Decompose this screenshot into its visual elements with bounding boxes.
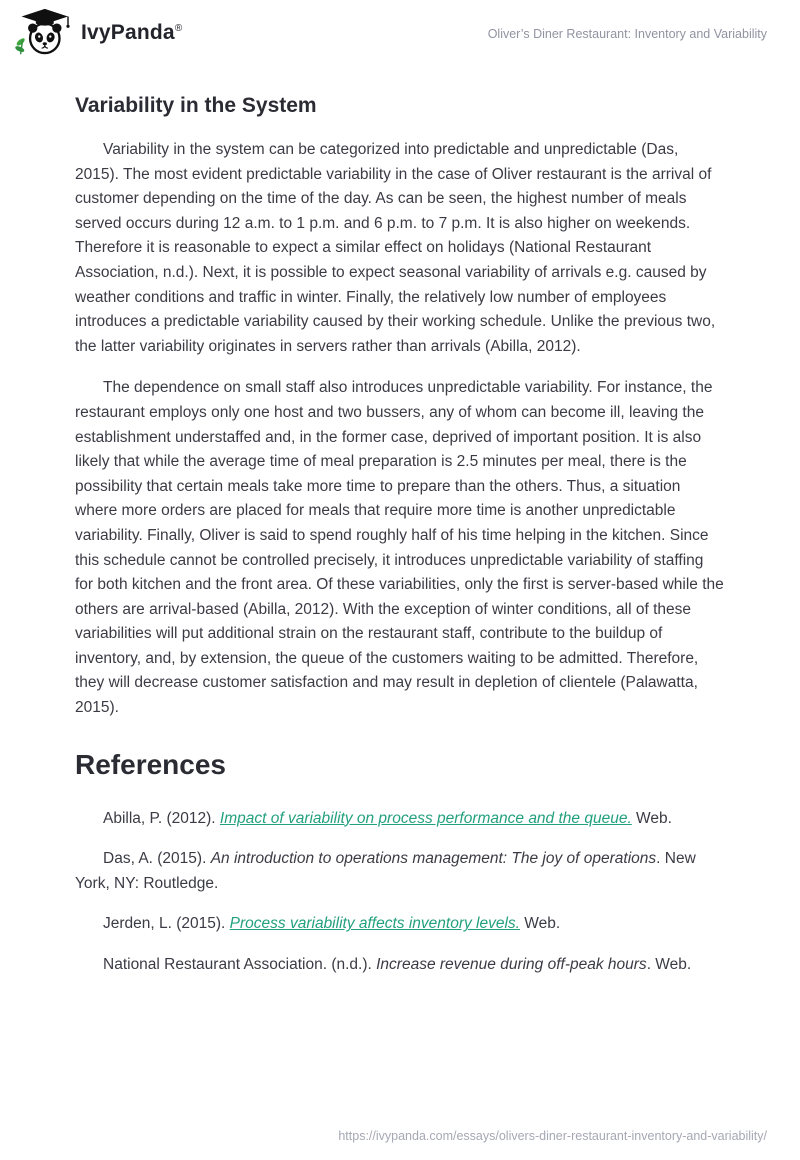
reference-link-abilla[interactable]: Impact of variability on process performance and the queue. [219, 809, 632, 827]
document-title: Oliver’s Diner Restaurant: Inventory and Variability [487, 27, 767, 41]
page-header [0, 0, 800, 64]
reference-text: . New York, NY: Routledge. [75, 850, 696, 892]
reference-item-jerden [75, 912, 725, 937]
reference-text: Das, A. (2015). [103, 850, 211, 868]
body-paragraph-2: The dependence on small staff also introduces unpredictable variability. For instance, the restaurant employs only one host and two bussers, any of whom can become ill, leaving the establishment understaffed and, in the former case, deprived of important position. It is also likely that while the average time of meal preparation is 2.5 minutes per meal, there is the possibility that certain meals take more time to prepare than the others. Thus, a situation where more orders are placed for meals that require more time is another unpredictable variability. Finally, Oliver is said to spend roughly half of his time helping in the kitchen. Since this schedule cannot be controlled precisely, it introduces unpredictable variability of staffing for both kitchen and the front area. Of these variabilities, only the first is server-based while the others are arrival-based (Abilla, 2012). With the exception of winter conditions, all of these variabilities will put additional strain on the restaurant staff, contribute to the buildup of inventory, and, by extension, the queue of the customers waiting to be admitted. Therefore, they will decrease customer satisfaction and may result in depletion of clientele (Palawatta, 2015). [75, 379, 724, 717]
reference-text: Jerden, L. (2015). [103, 915, 230, 933]
reference-item-das [75, 847, 725, 896]
registered-mark: ® [174, 23, 183, 34]
reference-text: National Restaurant Association. (n.d.). [103, 956, 377, 974]
reference-text: Abilla, P. (2012). [103, 809, 220, 827]
reference-link-jerden[interactable]: Process variability affects inventory levels. [229, 915, 520, 933]
reference-text: Web. [631, 809, 672, 827]
reference-text: . Web. [646, 956, 692, 974]
reference-item-abilla [75, 807, 725, 832]
essay-content [0, 64, 800, 994]
page-footer [0, 1127, 800, 1160]
brand-name [81, 21, 182, 45]
reference-item-nra [75, 953, 725, 978]
section-heading: Variability in the System [75, 94, 317, 117]
body-paragraph-1: Variability in the system can be categorized into predictable and unpredictable (Das, 2015). The most evident predictable variability in the case of Oliver restaurant is the arrival of customer depending on the time of the day. As can be seen, the highest number of meals served occurs during 12 a.m. to 1 p.m. and 6 p.m. to 7 p.m. It is also higher on weekends. Therefore it is reasonable to expect a similar effect on holidays (National Restaurant Association, n.d.). Next, it is possible to expect seasonal variability of arrivals e.g. caused by weather conditions and traffic in winter. Finally, the relatively low number of employees introduces a predictable variability caused by their working schedule. Unlike the previous two, the latter variability originates in servers rather than arrivals (Abilla, 2012). [75, 141, 716, 355]
brand-text: IvyPanda [81, 21, 175, 44]
reference-title-nra: Increase revenue during off-peak hours [376, 956, 647, 974]
references-heading: References [75, 748, 226, 780]
reference-title-das: An introduction to operations management: The joy of operations [210, 850, 657, 868]
reference-text: Web. [519, 915, 561, 933]
ivypanda-panda-logo-icon [14, 8, 72, 58]
source-url: https://ivypanda.com/essays/olivers-diner-restaurant-inventory-and-variability/ [338, 1129, 767, 1143]
ivypanda-logo-link[interactable] [14, 8, 182, 58]
